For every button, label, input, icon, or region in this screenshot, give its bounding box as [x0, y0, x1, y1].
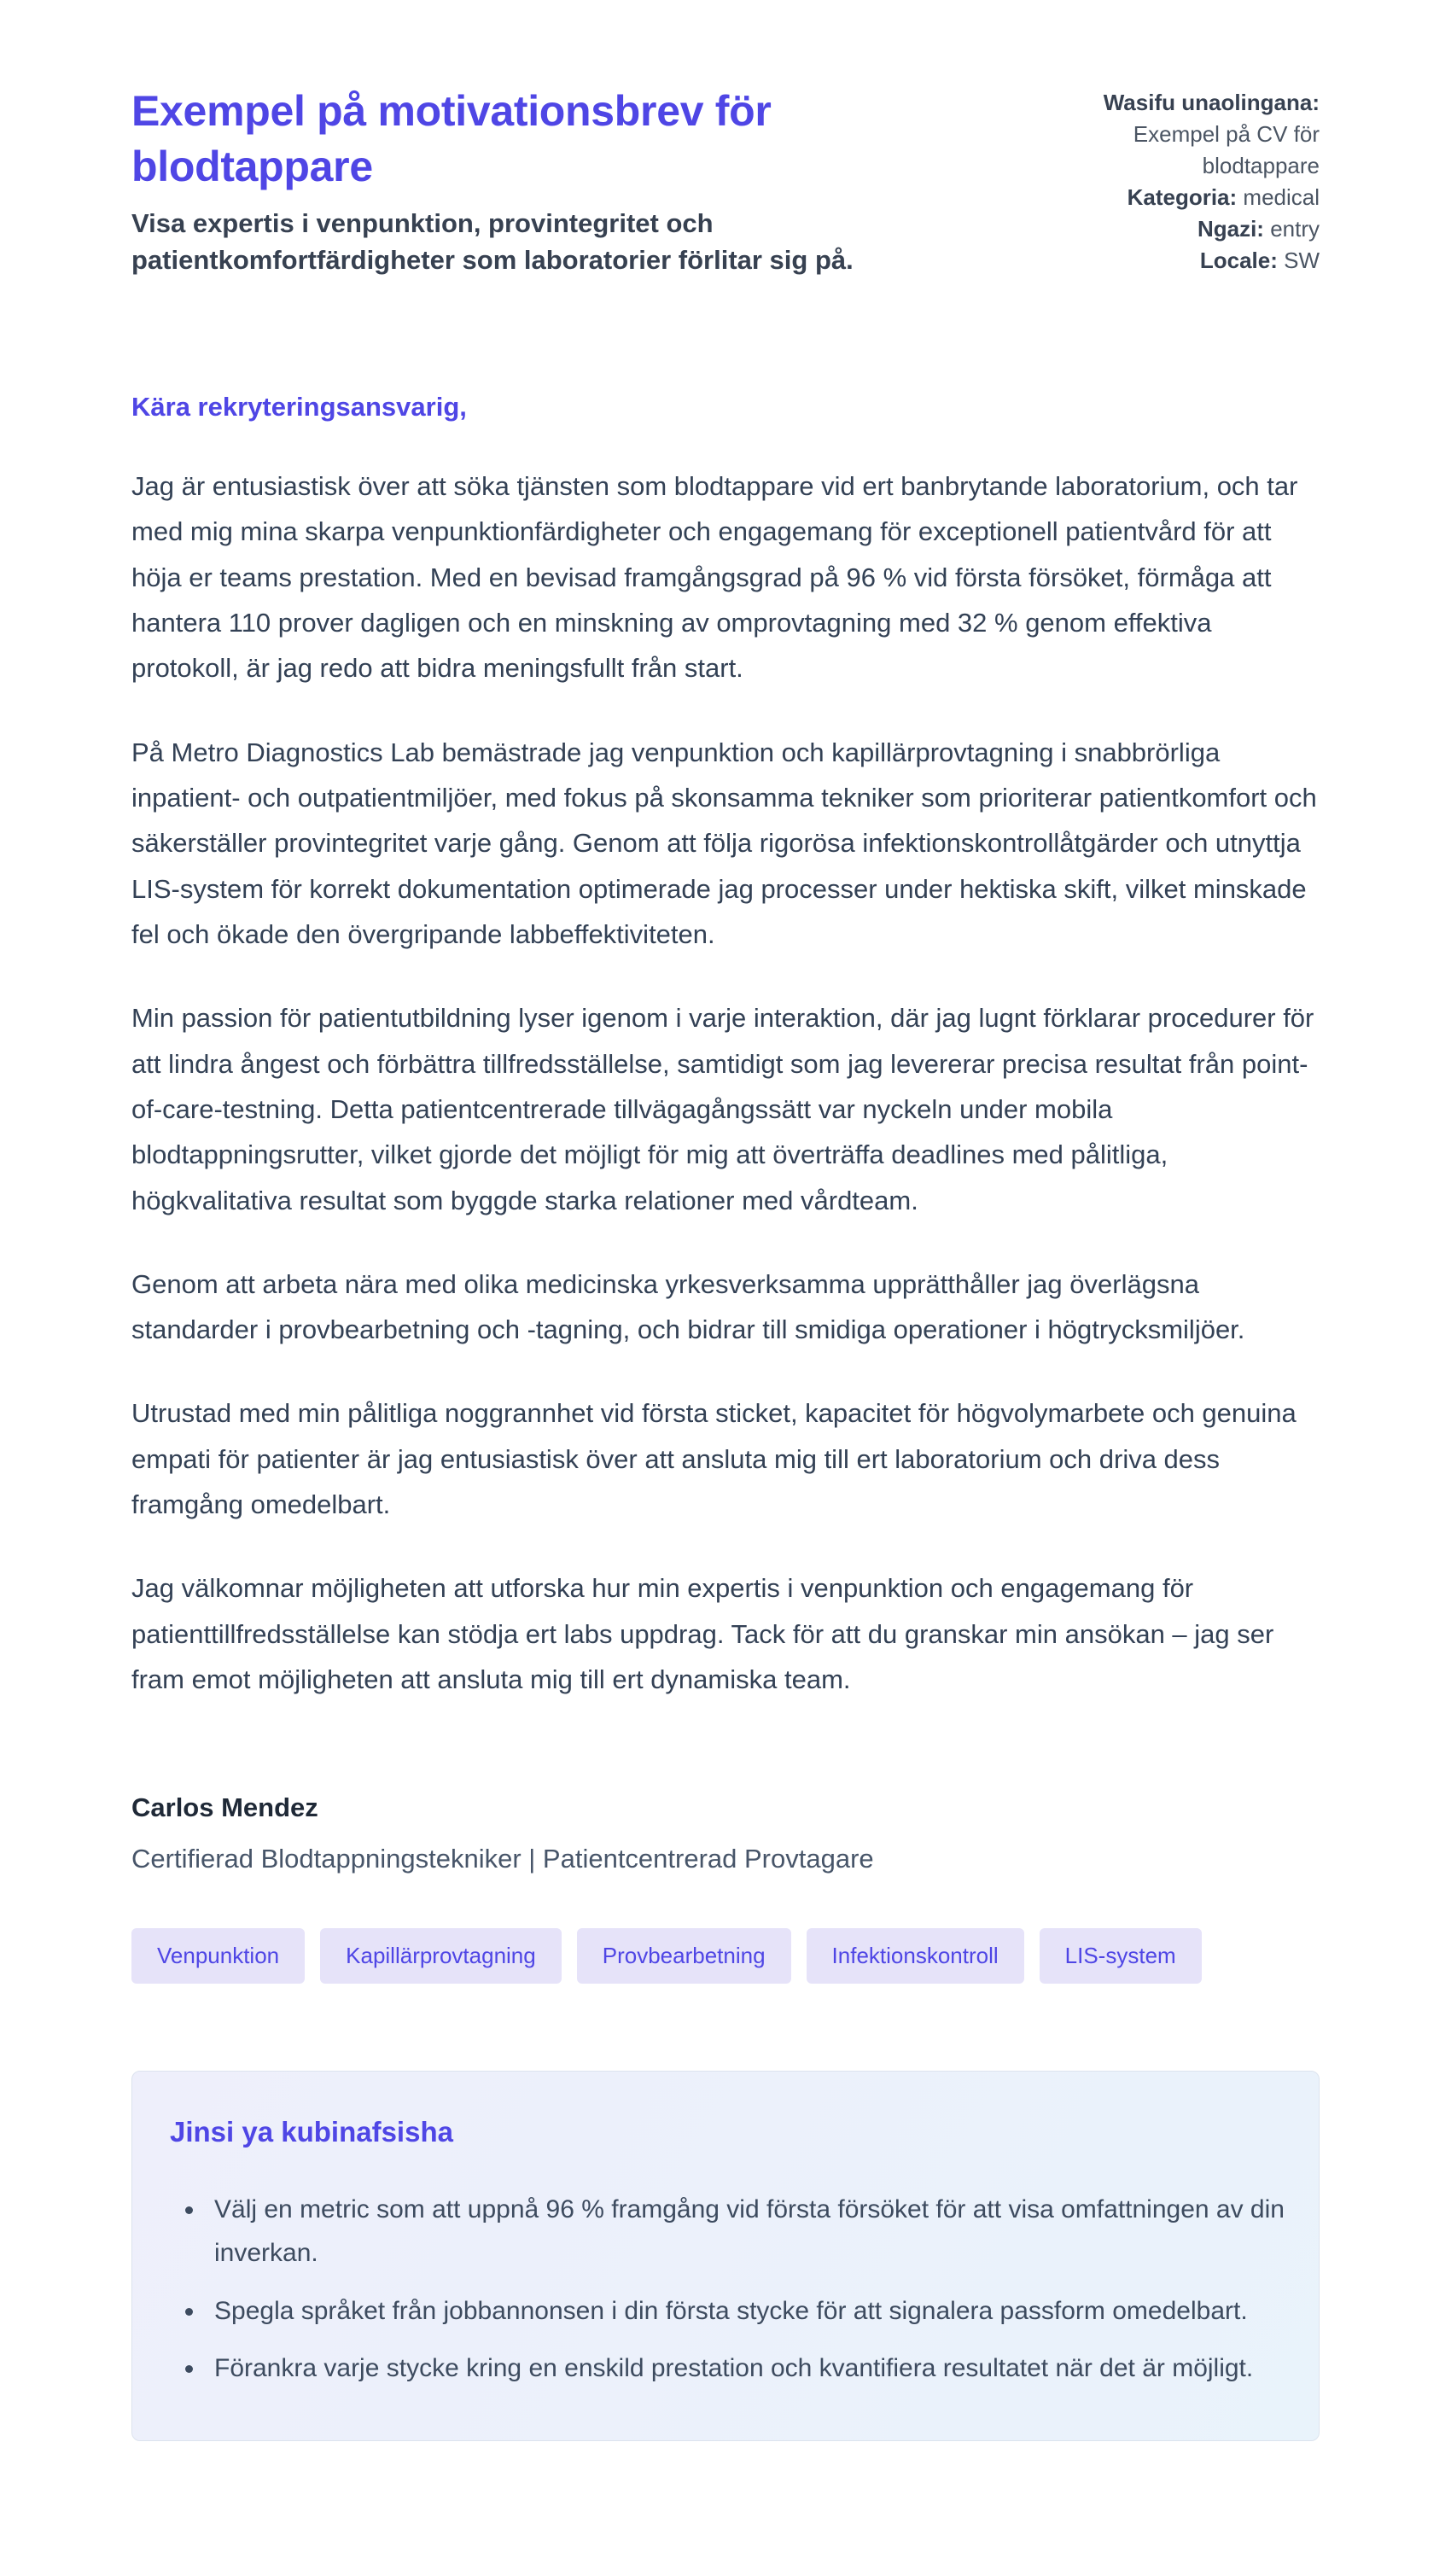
skill-tags: [131, 1928, 1320, 1984]
tips-list: [170, 2188, 1285, 2391]
header-title-block: [131, 84, 1002, 279]
tip-item: • Välj en metric som att uppnå 96 % framgång vid första försöket för att visa omfattningen av din inverkan.: [206, 2188, 1285, 2276]
meta-related-row: [1036, 87, 1320, 182]
skill-tag-chip: Infektionskontroll: [807, 1928, 1024, 1984]
meta-locale-value: SW: [1284, 247, 1320, 273]
meta-related-label: Wasifu unaolingana:: [1103, 90, 1320, 115]
tips-title: Jinsi ya kubinafsisha: [170, 2116, 453, 2148]
skill-tag-chip: Kapillärprovtagning: [320, 1928, 562, 1984]
letter-body: [131, 388, 1320, 1877]
meta-level-row: [1036, 213, 1320, 245]
customization-tips-box: [131, 2071, 1320, 2441]
skill-tag-chip: Provbearbetning: [577, 1928, 791, 1984]
skill-tag-chip: LIS-system: [1040, 1928, 1202, 1984]
skill-tag-chip: Venpunktion: [131, 1928, 305, 1984]
letter-paragraph: Genom att arbeta nära med olika medicinska yrkesverksamma upprätthåller jag överlägsna standarder i provbearbetning och -tagning, och bidrar till smidiga operationer i högtrycksmiljöer.: [131, 1268, 1245, 1345]
letter-paragraph: Utrustad med min pålitliga noggrannhet vid första sticket, kapacitet för högvolymarbete och genuina empati för patienter är jag entusiastisk över att ansluta mig till ert laboratorium och driva dess framgång omedelbart.: [131, 1398, 1297, 1520]
meta-category-row: [1036, 182, 1320, 213]
meta-level-value: entry: [1270, 215, 1320, 242]
tip-item: • Spegla språket från jobbannonsen i din första stycke för att signalera passform omedelbart.: [206, 2289, 1285, 2334]
signature-name: Carlos Mendez: [131, 1792, 318, 1823]
meta-category-value: medical: [1243, 184, 1320, 210]
meta-category-label: Kategoria:: [1127, 184, 1238, 210]
letter-paragraphs: [131, 463, 1320, 1702]
letter-paragraph: På Metro Diagnostics Lab bemästrade jag venpunktion och kapillärprovtagning i snabbrörliga inpatient- och outpatientmiljöer, med fokus på skonsamma tekniker som prioriterar patientkomfort och säkerställer provintegritet varje gång. Genom att följa rigorösa infektionskontrollåtgärder och utnyttja LIS-system för korrekt dokumentation optimerade jag processer under hektiska skift, vilket minskade fel och ökade den övergripande labbeffektiviteten.: [131, 737, 1317, 949]
letter-greeting: Kära rekryteringsansvarig,: [131, 391, 467, 422]
signature-title: Certifierad Blodtappningstekniker | Patientcentrerad Provtagare: [131, 1843, 874, 1874]
page-title: Exempel på motivationsbrev för blodtappare: [131, 87, 772, 190]
header-meta: [1036, 84, 1320, 276]
letter-paragraph: Min passion för patientutbildning lyser igenom i varje interaktion, där jag lugnt förklarar procedurer för att lindra ångest och förbättra tillfredsställelse, samtidigt som jag levererar precisa resultat från point-of-care-testning. Detta patientcentrerade tillvägagångssätt var nyckeln under mobila blodtappningsrutter, vilket gjorde det möjligt för mig att överträffa deadlines med pålitliga, högkvalitativa resultat som byggde starka relationer med vårdteam.: [131, 1003, 1314, 1215]
page-header: [131, 84, 1320, 279]
cover-letter-page: [131, 0, 1320, 2489]
letter-paragraph: Jag välkomnar möjligheten att utforska hur min expertis i venpunktion och engagemang för patienttillfredsställelse kan stödja ert labs uppdrag. Tack för att du granskar min ansökan – jag ser fram emot möjligheten att ansluta mig till ert dynamiska team.: [131, 1573, 1274, 1695]
letter-paragraph: Jag är entusiastisk över att söka tjänsten som blodtappare vid ert banbrytande laboratorium, och tar med mig mina skarpa venpunktionfärdigheter och engagemang för exceptionell patientvård för att höja er teams prestation. Med en bevisad framgångsgrad på 96 % vid första försöket, förmåga att hantera 110 prover dagligen och en minskning av omprovtagning med 32 % genom effektiva protokoll, är jag redo att bidra meningsfullt från start.: [131, 471, 1298, 684]
tip-item: • Förankra varje stycke kring en enskild prestation och kvantifiera resultatet när det är möjligt.: [206, 2346, 1285, 2391]
meta-related-value[interactable]: Exempel på CV för blodtappare: [1133, 120, 1320, 178]
page-subtitle: Visa expertis i venpunktion, provintegritet och patientkomfortfärdigheter som laboratorier förlitar sig på.: [131, 208, 854, 276]
meta-locale-row: [1036, 245, 1320, 277]
meta-locale-label: Locale:: [1199, 247, 1278, 273]
meta-level-label: Ngazi:: [1197, 215, 1264, 242]
